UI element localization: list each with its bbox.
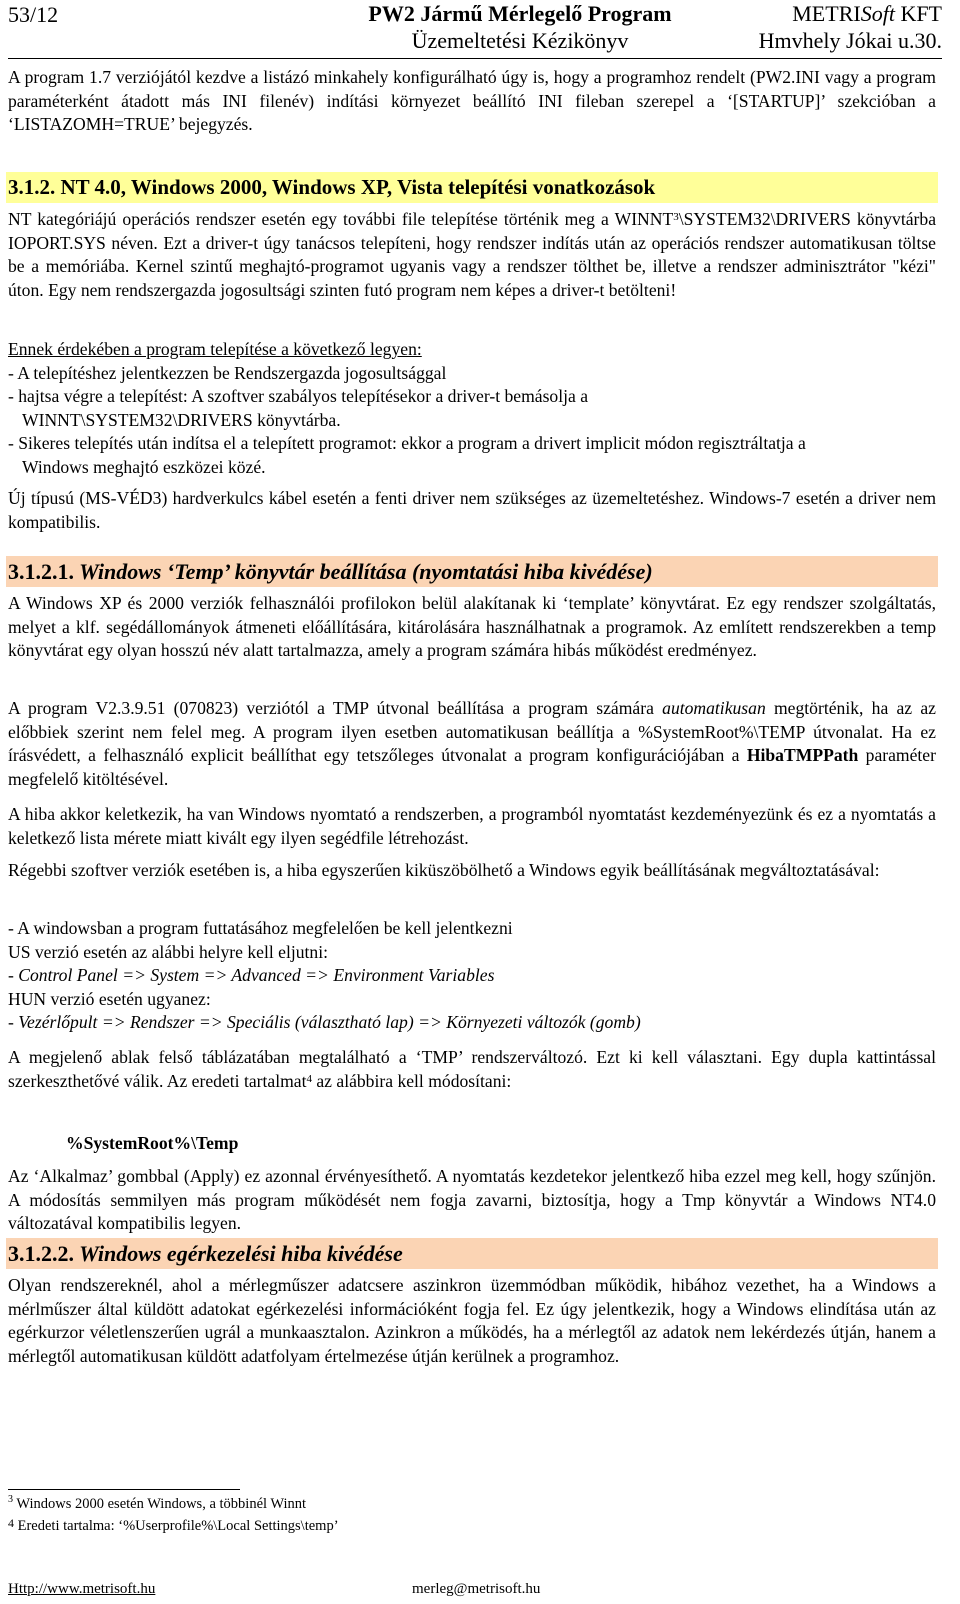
mouse-paragraph: Olyan rendszereknél, ahol a mérlegműszer adatcsere aszinkron üzemmódban működik, hibához vezethet, ha a Windows a mérlműszer által küldött adatokat egérkezelési információként fogja fel. Ez úgy jelentkezik, hogy a Windows elindítása után az egérkurzor véletlenszerűen ugrál a munkaasztalon. Azinkron a működés, ha a mérlegtől az adatok nem lekérdezés útján, hanem a mérlegtől automatikusan küldött adatfolyam értelmezése útján kerülnek a programhoz. [8, 1275, 936, 1366]
temp-paragraph-4: Régebbi szoftver verziók esetében is, a hiba egyszerűen kiküszöbölhető a Windows egyik beállításának megváltoztatásával: [8, 860, 880, 880]
install-step-2: - hajtsa végre a telepítést: A szoftver szabályos telepítésekor a driver-t bemásolja a [8, 386, 589, 406]
install-steps [8, 338, 936, 479]
footnote-3: $^3$ Windows 2000 esetén Windows, a többinél Winnt [8, 1494, 307, 1512]
install-step-2-cont: WINNT\SYSTEM32\DRIVERS könyvtárba. [22, 409, 341, 430]
install-step-3-cont: Windows meghajtó eszközei közé. [22, 456, 266, 477]
nt-paragraph: NT kategóriájú operációs rendszer esetén egy további file telepítése történik meg a WINNT$^3$\SYSTEM32\DRIVERS könyvtárba IOPORT.SYS néven. Ezt a driver-t úgy tanácsos telepíteni, hogy rendszer indítás után az operációs rendszer automatikusan töltse be a memóriába. Kernel szintű meghajtó-programot ugyanis vagy a rendszer tölthet be, illetve a rendszer adminisztrátor "kézi" úton. Egy nem rendszergazda jogosultsági szinten futó program nem képes a driver-t betölteni! [8, 209, 937, 300]
document-title-block [335, 0, 705, 54]
temp-paragraph-2: A program V2.3.9.51 (070823) verziótól a TMP útvonal beállítása a program számára automatikusan megtörténik, ha az az előbbiek szerint nem felel meg. A program ilyen esetben automatikusan beállítja a %SystemRoot%\TEMP útvonalat. Ha ez írásvédett, a felhasználó explicit beállíthat egy tetszőleges útvonalat a program konfigurációjában a HibaTMPPath paraméter megfelelő kitöltésével. [8, 698, 936, 789]
company-address: Hmvhely Jókai u.30. [758, 28, 942, 53]
install-step-3: - Sikeres telepítés után indítsa el a telepített programot: ekkor a program a drivert implicit módon regisztráltatja a [8, 433, 806, 453]
header-divider [8, 58, 942, 59]
install-step-1: - A telepítéshez jelentkezzen be Rendszergazda jogosultsággal [8, 362, 447, 383]
temp-paragraph-6: Az ‘Alkalmaz’ gombbal (Apply) ez azonnal érvényesíthető. A nyomtatás kezdetekor jelentkező hiba ezzel meg kell, hogy szűnjön. A módosítás semmilyen más program működését nem fogja zavarni, biztosítja, hogy a Tmp könyvtár a Windows NT4.0 változatával kompatibilis legyen. [8, 1166, 936, 1233]
footnote-divider [8, 1489, 240, 1490]
company-name: METRISoft KFT [792, 1, 942, 26]
settings-step-hun-label: HUN verzió esetén ugyanez: [8, 988, 211, 1009]
temp-paragraph-3: A hiba akkor keletkezik, ha van Windows nyomtató a rendszerben, a programból nyomtatást kezdeményezünk és ez a nyomtatás a keletkező lista mérete miatt kivált egy ilyen segédfile létrehozást. [8, 804, 936, 848]
page-number: 53/12 [8, 2, 59, 27]
systemroot-value: %SystemRoot%\Temp [66, 1133, 239, 1153]
section-heading-3-1-2-1: 3.1.2.1. Windows ‘Temp’ könyvtár beállítása (nyomtatási hiba kivédése) [6, 556, 938, 587]
hardware-key-paragraph: Új típusú (MS-VÉD3) hardverkulcs kábel esetén a fenti driver nem szükséges az üzemeltetéshez. Windows-7 esetén a driver nem kompatibilis. [8, 488, 936, 532]
temp-paragraph-1: A Windows XP és 2000 verziók felhasználói profilokon belül alakítanak ki ‘template’ könyvtárat. Ez egy rendszer szolgáltatás, melyet a klf. segédállományok átmeneti előállítására, kitárolására használhatnak a programok. Az említett rendszerekben a temp könyvtárat egy olyan hosszú név alatt tartalmazza, amely a program számára hibás működést eredményez. [8, 593, 936, 660]
settings-step-login: - A windowsban a program futtatásához megfelelően be kell jelentkezni [8, 918, 513, 938]
footnote-4: $^4$ Eredeti tartalma: ‘%Userprofile%\Local Settings\temp’ [8, 1516, 339, 1534]
document-title: PW2 Jármű Mérlegelő Program [368, 1, 672, 26]
section-heading-3-1-2: 3.1.2. NT 4.0, Windows 2000, Windows XP, Vista telepítési vonatkozások [6, 172, 938, 203]
install-steps-title: Ennek érdekében a program telepítése a következő legyen: [8, 339, 422, 359]
intro-paragraph: A program 1.7 verziójától kezdve a listázó minkahely konfigurálható úgy is, hogy a programhoz rendelt (PW2.INI vagy a program paraméterként átadott más INI filenév) indítási környezet beállító INI fileban szerepel a ‘[STARTUP]’ szekcióban a ‘LISTAZOMH=TRUE’ bejegyzés. [8, 67, 936, 134]
document-subtitle: Üzemeltetési Kézikönyv [411, 28, 629, 53]
company-block [759, 0, 942, 54]
footer-url-link[interactable]: Http://www.metrisoft.hu [8, 1581, 156, 1597]
temp-paragraph-5: A megjelenő ablak felső táblázatában megtalálható a ‘TMP’ rendszerváltozó. Ezt ki kell választani. Egy dupla kattintással szerkeszthetővé válik. Az eredeti tartalmat$^4$ az alábbira kell módosítani: [8, 1047, 936, 1091]
section-heading-3-1-2-2: 3.1.2.2. Windows egérkezelési hiba kivédése [6, 1238, 938, 1269]
footer-email[interactable]: merleg@metrisoft.hu [412, 1581, 541, 1597]
settings-step-us-path: - Control Panel => System => Advanced => Environment Variables [8, 965, 495, 985]
settings-path-steps [8, 917, 936, 1035]
settings-step-hun-path: - Vezérlőpult => Rendszer => Speciális (választható lap) => Környezeti változók (gomb) [8, 1012, 641, 1032]
settings-step-us-label: US verzió esetén az alábbi helyre kell eljutni: [8, 941, 328, 962]
